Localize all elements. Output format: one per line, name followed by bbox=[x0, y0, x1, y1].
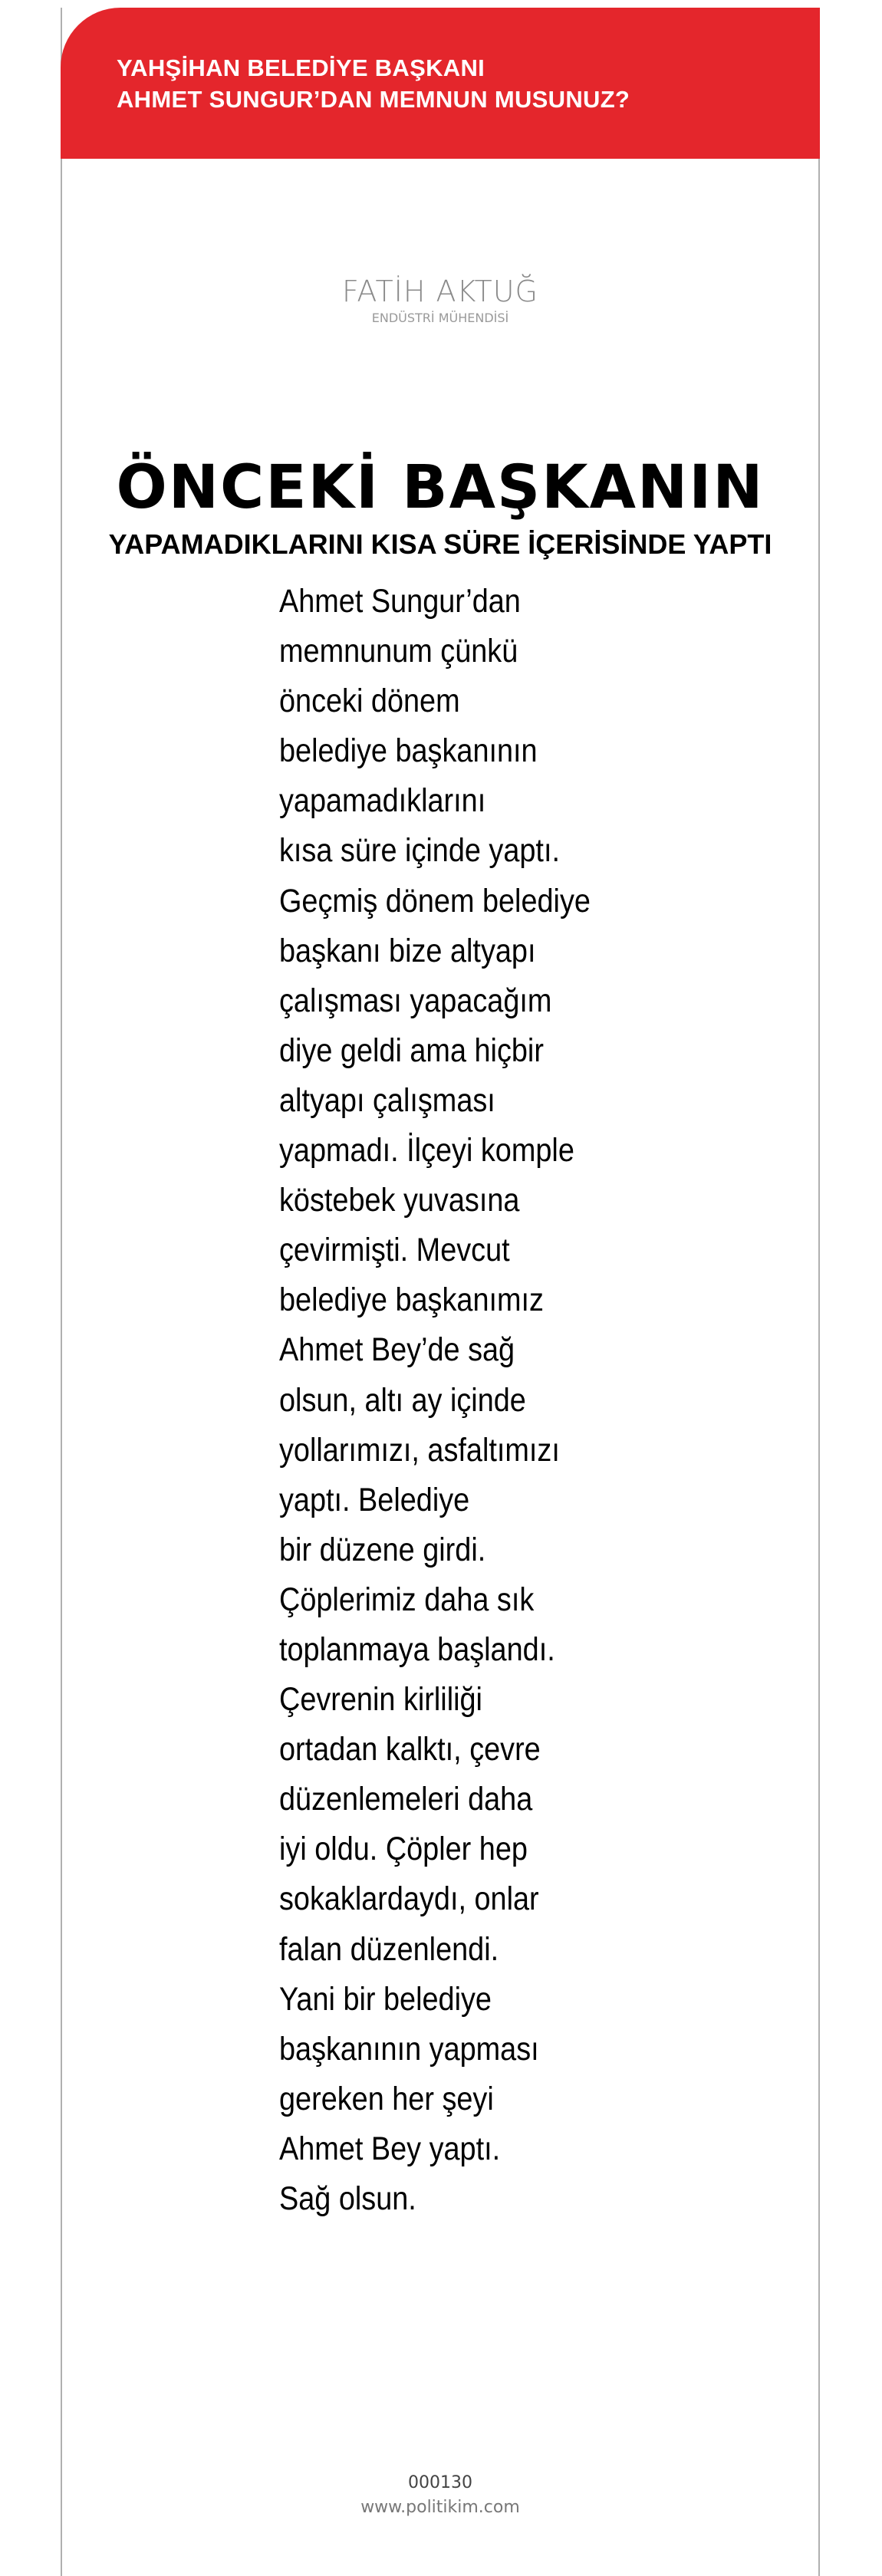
body-line: Ahmet Sungur’dan bbox=[279, 583, 521, 620]
body-line: belediye başkanımız bbox=[279, 1281, 544, 1319]
article-body bbox=[279, 577, 709, 2224]
body-line: köstebek yuvasına bbox=[279, 1182, 520, 1219]
body-line: yapmadı. İlçeyi komple bbox=[279, 1132, 574, 1170]
header-banner bbox=[61, 8, 820, 159]
body-line: Sağ olsun. bbox=[279, 2180, 416, 2217]
header-line-2: AHMET SUNGUR’DAN MEMNUN MUSUNUZ? bbox=[117, 86, 630, 113]
body-line: falan düzenlendi. bbox=[279, 1930, 499, 1968]
body-line: çalışması yapacağım bbox=[279, 982, 552, 1019]
body-line: bir düzene girdi. bbox=[279, 1531, 486, 1568]
body-line: Yani bir belediye bbox=[279, 1980, 492, 2018]
body-line: memnunum çünkü bbox=[279, 633, 518, 670]
article-subheadline: YAPAMADIKLARINI KISA SÜRE İÇERİSİNDE YAPTI bbox=[108, 528, 772, 560]
article-headline: ÖNCEKİ BAŞKANIN bbox=[116, 453, 765, 522]
body-line: yaptı. Belediye bbox=[279, 1481, 470, 1518]
body-line: yapamadıklarını bbox=[279, 782, 486, 820]
body-line: toplanmaya başlandı. bbox=[279, 1630, 555, 1668]
author-block bbox=[61, 275, 820, 327]
body-line: düzenlemeleri daha bbox=[279, 1781, 533, 1818]
body-line: Çevrenin kirliliği bbox=[279, 1681, 482, 1719]
body-line: başkanının yapması bbox=[279, 2030, 539, 2068]
body-line: sokaklardaydı, onlar bbox=[279, 1880, 539, 1918]
header-line-1: YAHŞİHAN BELEDİYE BAŞKANI bbox=[117, 54, 485, 81]
body-line: Geçmiş dönem belediye bbox=[279, 882, 591, 920]
body-line: başkanı bize altyapı bbox=[279, 932, 536, 969]
body-line: Çöplerimiz daha sık bbox=[279, 1581, 535, 1618]
body-line: Ahmet Bey’de sağ bbox=[279, 1331, 515, 1369]
body-line: çevirmişti. Mevcut bbox=[279, 1232, 510, 1269]
body-line: diye geldi ama hiçbir bbox=[279, 1031, 544, 1069]
body-line: kısa süre içinde yaptı. bbox=[279, 832, 560, 870]
body-line: altyapı çalışması bbox=[279, 1081, 495, 1119]
footer bbox=[61, 2471, 820, 2520]
body-line: gereken her şeyi bbox=[279, 2080, 494, 2117]
body-line: olsun, altı ay içinde bbox=[279, 1381, 526, 1419]
footer-code: 000130 bbox=[408, 2473, 472, 2492]
body-line: belediye başkanının bbox=[279, 732, 538, 770]
body-line: yollarımızı, asfaltımızı bbox=[279, 1431, 560, 1469]
footer-url-link[interactable]: www.politikim.com bbox=[360, 2498, 520, 2517]
body-line: Ahmet Bey yaptı. bbox=[279, 2130, 501, 2167]
body-line: ortadan kalktı, çevre bbox=[279, 1731, 541, 1768]
author-title: ENDÜSTRİ MÜHENDİSİ bbox=[371, 311, 509, 325]
author-name: FATİH AKTUĞ bbox=[342, 275, 538, 308]
body-line: iyi oldu. Çöpler hep bbox=[279, 1831, 528, 1868]
body-line: önceki dönem bbox=[279, 683, 460, 720]
